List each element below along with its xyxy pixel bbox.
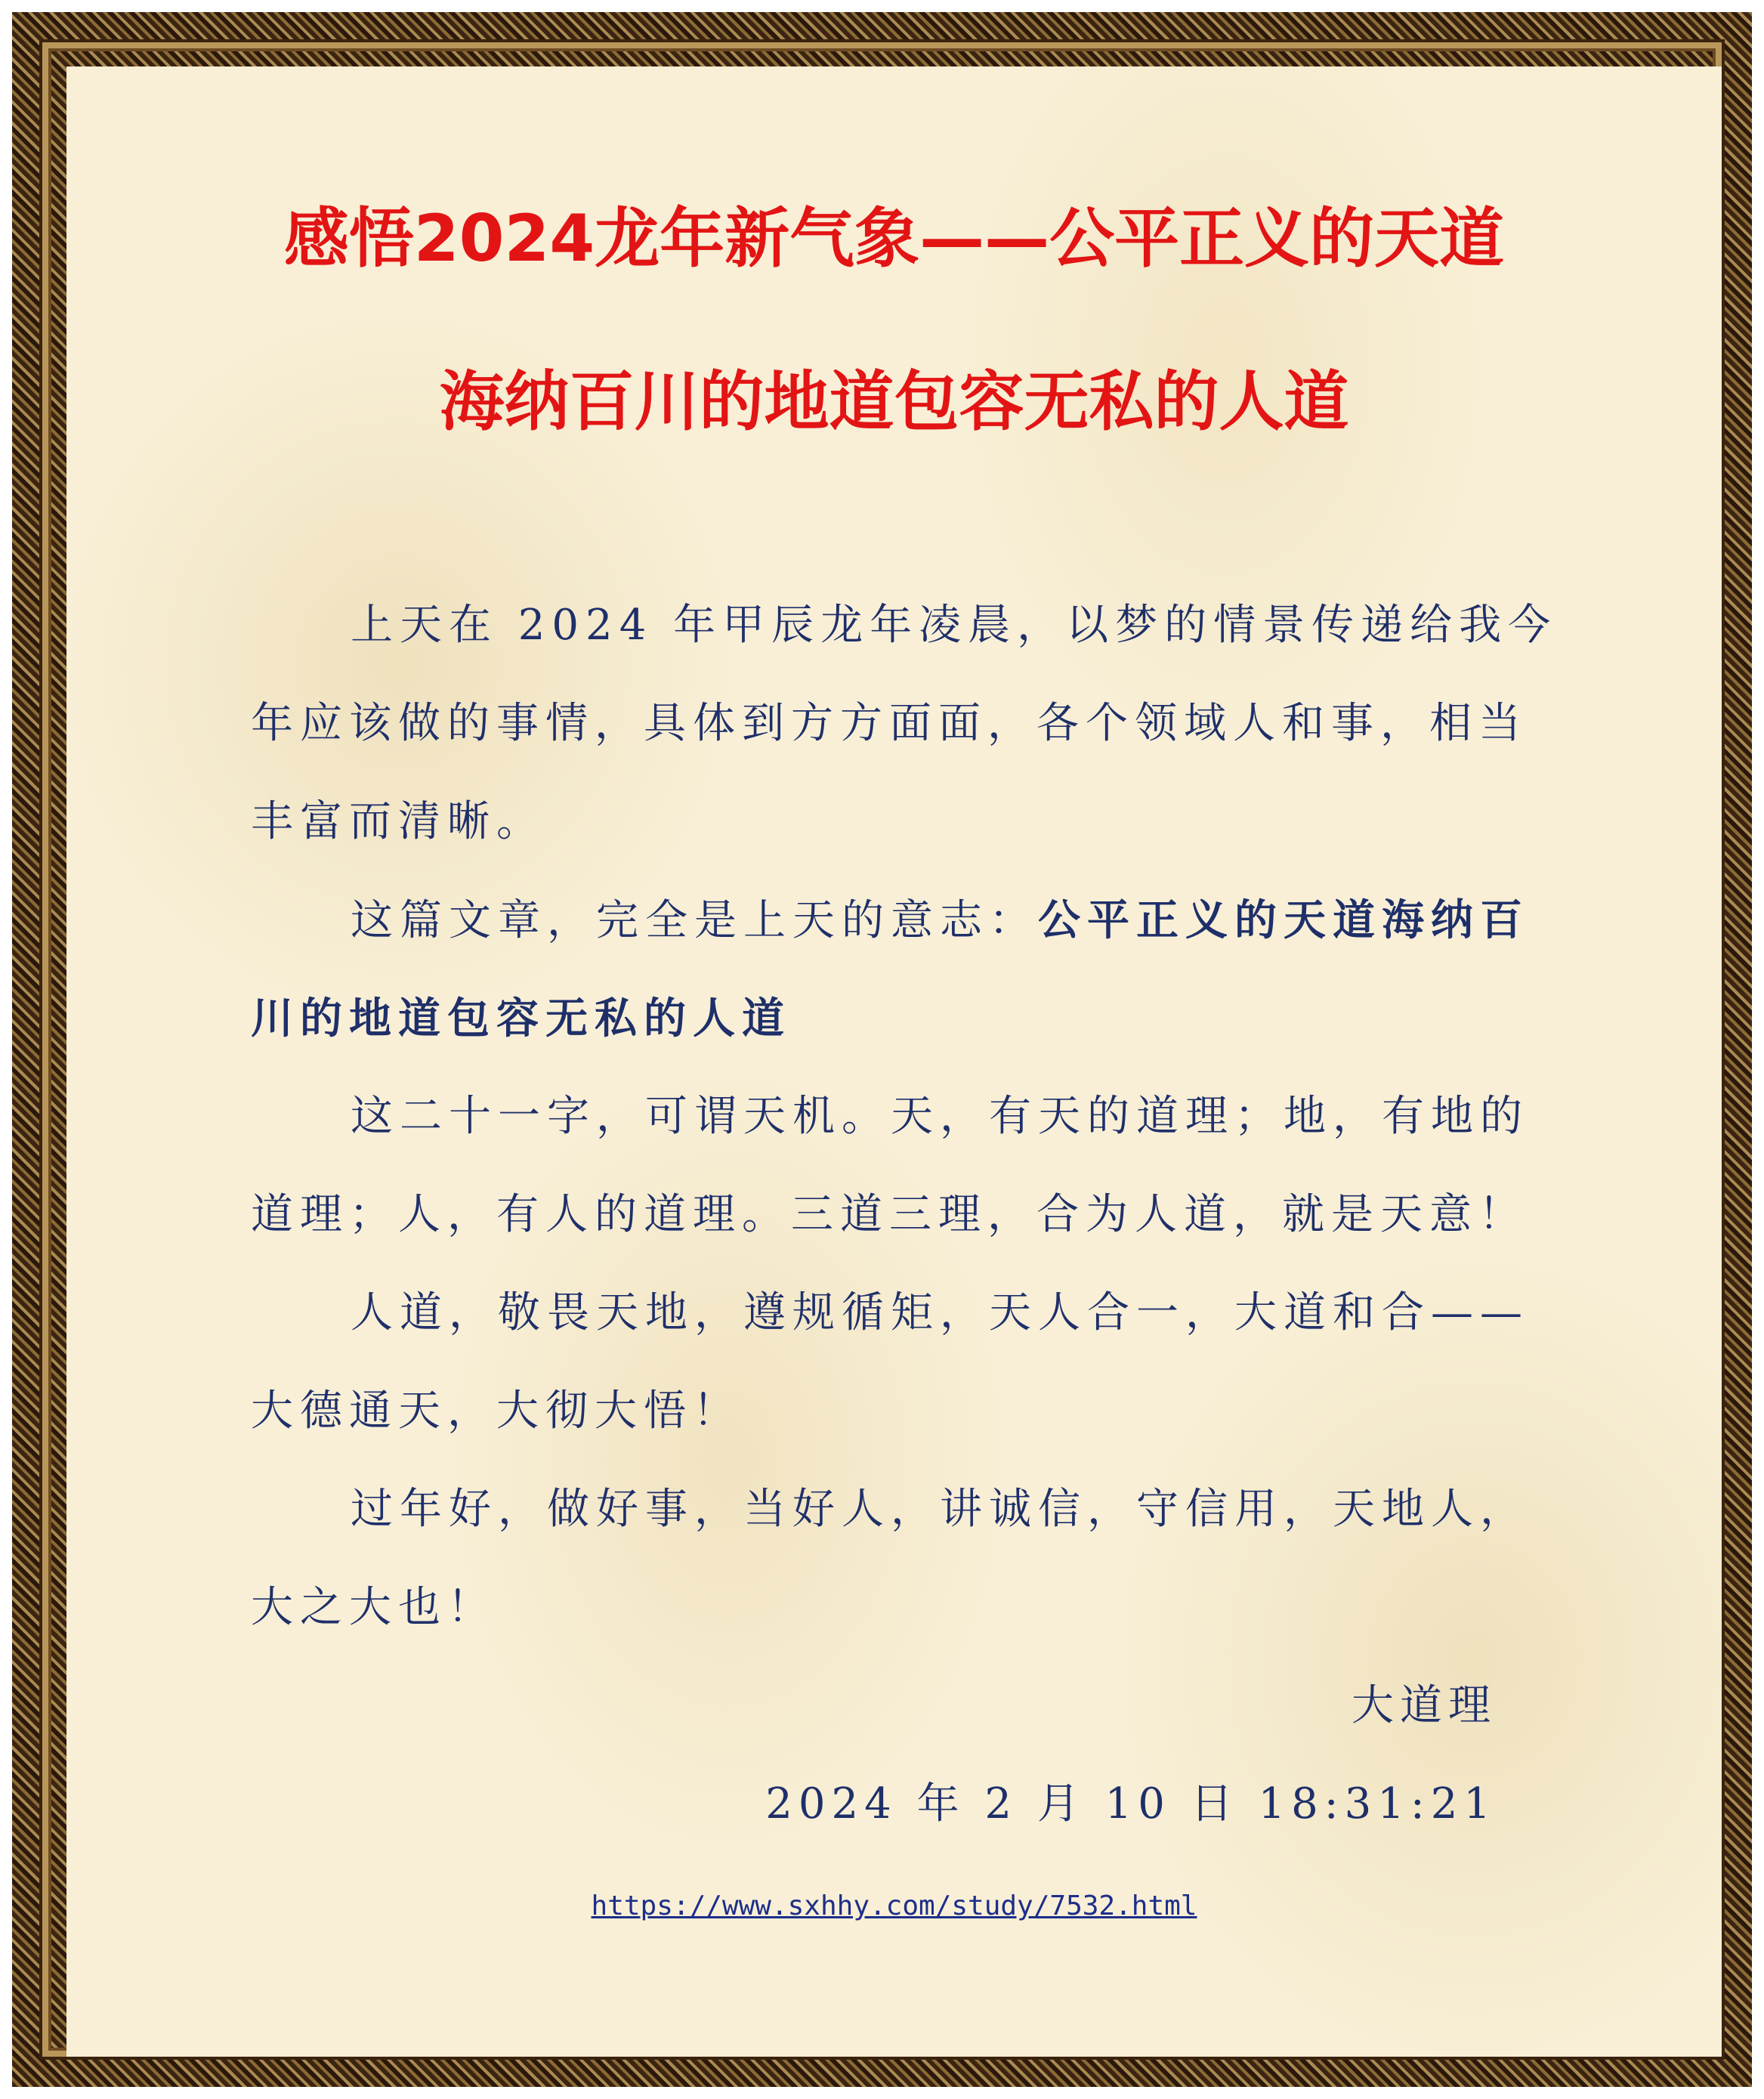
paragraph-2-line-2 — [251, 988, 791, 1049]
title-line-2: 海纳百川的地道包容无私的人道 — [439, 364, 1349, 440]
title-line-1: 感悟2024龙年新气象——公平正义的天道 — [283, 201, 1505, 277]
paragraph-3-line-2: 道理；人，有人的道理。三道三理，合为人道，就是天意！ — [251, 1190, 1528, 1239]
signature-datetime: 2024 年 2 月 10 日 18:31:21 — [765, 1779, 1497, 1829]
paragraph-2-bold-text-2: 川的地道包容无私的人道 — [251, 994, 791, 1043]
paragraph-2-bold-text: 公平正义的天道海纳百 — [1038, 895, 1529, 945]
paragraph-4-line-2: 大德通天，大彻大悟！ — [251, 1386, 742, 1436]
paragraph-1-line-3: 丰富而清晰。 — [251, 797, 545, 846]
paragraph-2-line-1 — [351, 890, 1529, 951]
paragraph-4-line-1: 人道，敬畏天地，遵规循矩，天人合一，大道和合—— — [351, 1288, 1529, 1337]
paragraph-5-line-2: 大之大也！ — [251, 1583, 496, 1632]
paragraph-3-line-1: 这二十一字，可谓天机。天，有天的道理；地，有地的 — [351, 1092, 1529, 1141]
paragraph-1-line-2: 年应该做的事情，具体到方方面面，各个领域人和事，相当 — [251, 699, 1528, 748]
source-link[interactable]: https://www.sxhhy.com/study/7532.html — [591, 1890, 1197, 1921]
paragraph-1-line-1: 上天在 2024 年甲辰龙年凌晨，以梦的情景传递给我今 — [351, 601, 1558, 650]
ornate-frame — [12, 12, 1752, 2087]
signature-author: 大道理 — [1352, 1681, 1497, 1730]
paragraph-5-line-1: 过年好，做好事，当好人，讲诚信，守信用，天地人， — [351, 1485, 1529, 1534]
paragraph-2-plain-text: 这篇文章，完全是上天的意志： — [351, 896, 1038, 945]
paper-background — [66, 66, 1722, 2057]
